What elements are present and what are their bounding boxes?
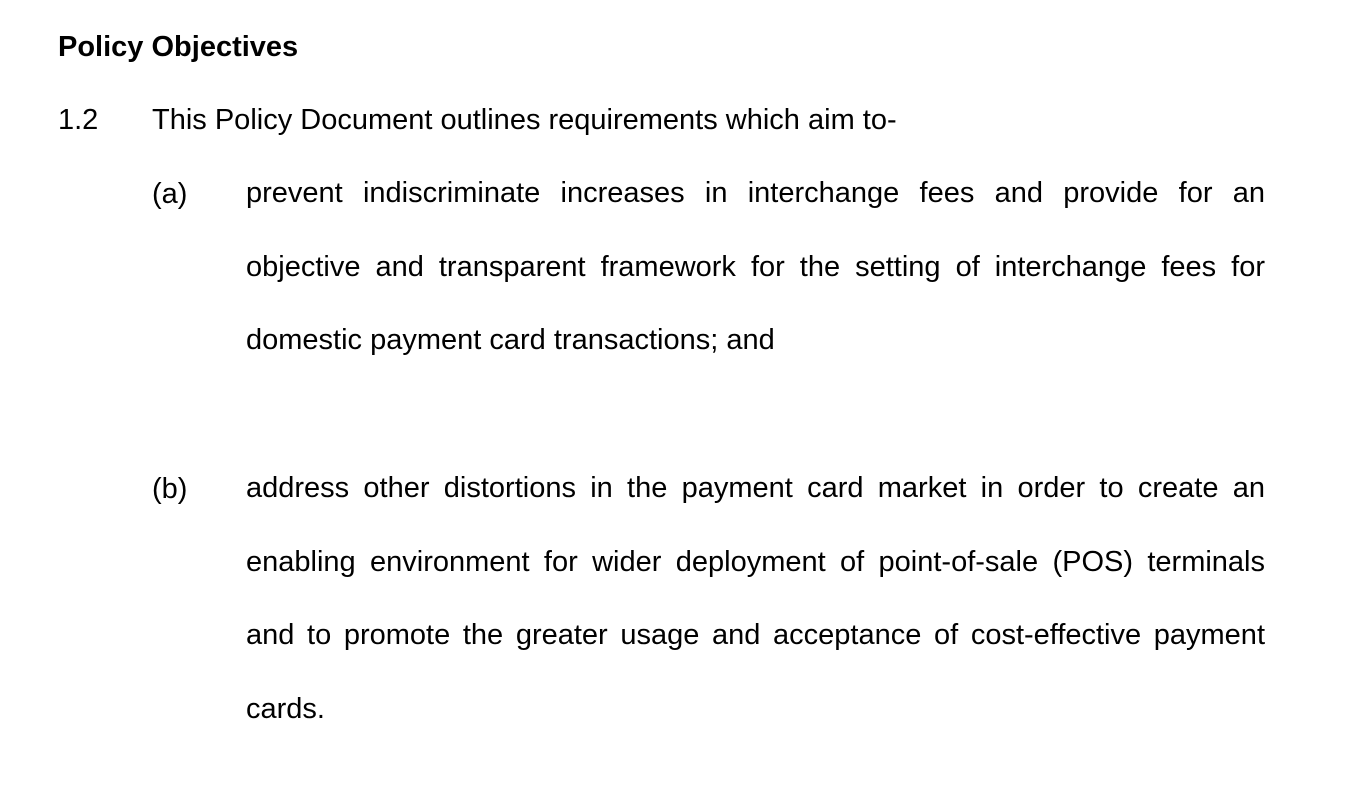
section-heading: Policy Objectives — [58, 31, 299, 63]
list-item-label-b: (b) — [152, 473, 188, 505]
paragraph-number: 1.2 — [58, 104, 99, 136]
list-item-text-a: prevent indiscriminate increases in interchange fees and provide for an objective and transparent framework for the setting of interchange fees for domestic payment card transactions; and — [246, 177, 1265, 356]
list-item-text-b: address other distortions in the payment card market in order to create an enabling environment for wider deployment of point-of-sale (POS) terminals and to promote the greater usage and acceptance of cost-effective payment cards. — [246, 472, 1265, 725]
list-item-label-a: (a) — [152, 178, 188, 210]
paragraph-text: This Policy Document outlines requirements which aim to- — [152, 104, 897, 136]
